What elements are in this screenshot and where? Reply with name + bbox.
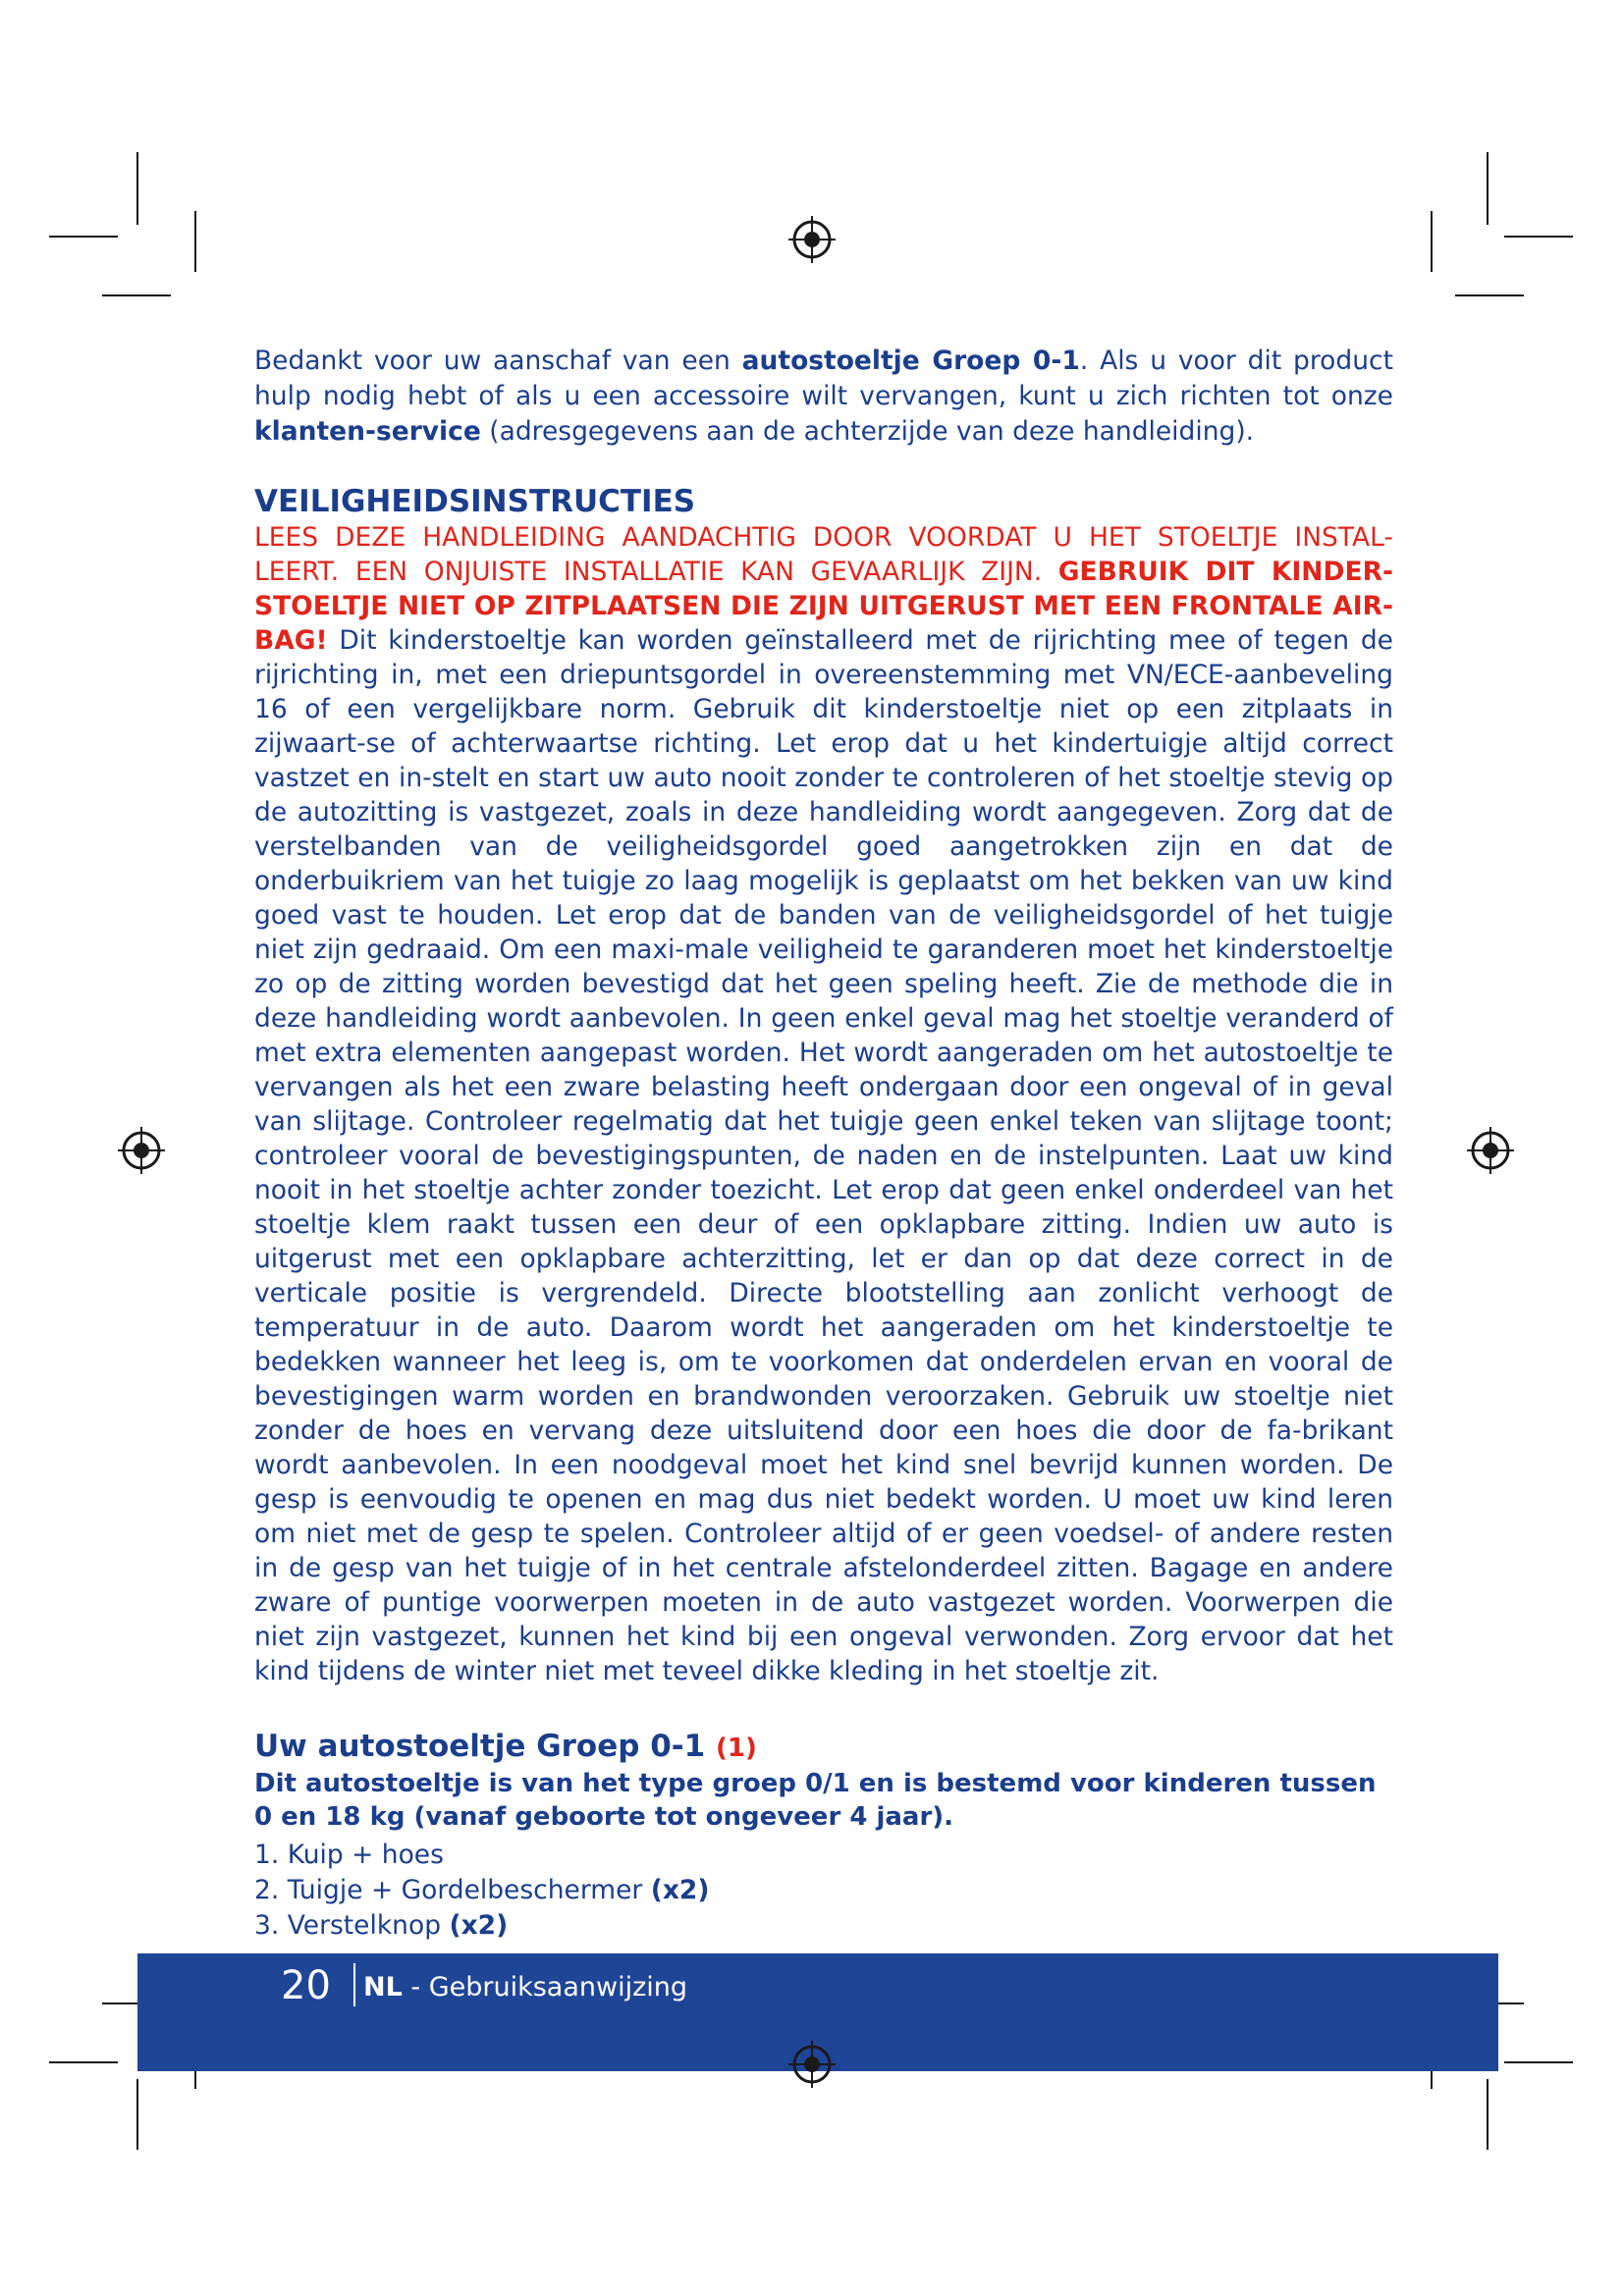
- registration-mark-icon: [116, 1125, 167, 1176]
- crop-mark: [1431, 211, 1433, 272]
- product-description: Dit autostoeltje is van het type groep 0/1 en is bestemd voor kinderen tussen 0 en 18 kg (vanaf geboorte tot ongeveer 4 jaar).: [254, 1769, 1377, 1832]
- intro-paragraph: Bedankt voor uw aanschaf van een autostoeltje Groep 0-1. Als u voor dit product hulp nodig hebt of als u een accessoire wilt vervangen, kunt u zich richten tot onze klanten-service (adresgegevens aan de achterzijde van deze handleiding).: [254, 346, 1393, 447]
- safety-body: Dit kinderstoeltje kan worden geïnstalleerd met de rijrichting mee of tegen de rijrichting in, met een driepuntsgordel in overeenstemming met VN/ECE-aanbeveling 16 of een vergelijkbare norm. Gebruik dit kinderstoeltje niet op een zitplaats in zijwaart-se of achterwaartse richting. Let erop dat u het kindertuigje altijd correct vastzet en in-stelt en start uw auto nooit zonder te controleren of het stoeltje stevig op de autozitting is vastgezet, zoals in deze handleiding wordt aangegeven. Zorg dat de verstelbanden van de veiligheidsgordel goed aangetrokken zijn en dat de onderbuikriem van het tuigje zo laag mogelijk is geplaatst om het bekken van uw kind goed vast te houden. Let erop dat de banden van de veiligheidsgordel of het tuigje niet zijn gedraaid. Om een maxi-male veiligheid te garanderen moet het kinderstoeltje zo op de zitting worden bevestigd dat het geen speling heeft. Zie de methode die in deze handleiding wordt aanbevolen. In geen enkel geval mag het stoeltje veranderd of met extra elementen aangepast worden. Het wordt aangeraden om het autostoeltje te vervangen als het een zware belasting heeft ondergaan door een ongeval of in geval van slijtage. Controleer regelmatig dat het tuigje geen enkel teken van slijtage toont; controleer vooral de bevestigingspunten, de naden en de instelpunten. Laat uw kind nooit in het stoeltje achter zonder toezicht. Let erop dat geen enkel onderdeel van het stoeltje klem raakt tussen een deur of een opklapbare zitting. Indien uw auto is uitgerust met een opklapbare achterzitting, let er dan op dat deze correct in de verticale positie is vergrendeld. Directe blootstelling aan zonlicht verhoogt de temperatuur in de auto. Daarom wordt het aangeraden om het kinderstoeltje te bedekken wanneer het leeg is, om te voorkomen dat onderdelen ervan en vooral de bevestigingen warm worden en brandwonden veroorzaken. Gebruik uw stoeltje niet zonder de hoes en vervang deze uitsluitend door een hoes die door de fa-brikant wordt aanbevolen. In een noodgeval moet het kind snel bevrijd kunnen worden. De gesp is eenvoudig te openen en mag dus niet bedekt worden. U moet uw kind leren om niet met de gesp te spelen. Controleer altijd of er geen voedsel- of andere resten in de gesp van het tuigje of in het centrale afstelonderdeel zitten. Bagage en andere zware of puntige voorwerpen moeten in de auto vastgezet worden. Voorwerpen die niet zijn vastgezet, kunnen het kind bij een ongeval verwonden. Zorg ervoor dat het kind tijdens de winter niet met teveel dikke kleding in het stoeltje zit.: [254, 625, 1393, 1686]
- safety-heading: VEILIGHEIDSINSTRUCTIES: [254, 484, 696, 519]
- product-heading: Uw autostoeltje Groep 0-1 (1): [254, 1729, 757, 1764]
- registration-mark-icon: [786, 214, 838, 265]
- crop-mark: [1455, 294, 1524, 296]
- airbag-warning: GEBRUIK DIT KINDER-STOELTJE NIET OP ZITPLAATSEN DIE ZIJN UITGERUST MET EEN FRONTALE AIR-BAG!: [254, 557, 1393, 656]
- footer-label: NL - Gebruiksaanwijzing: [363, 1972, 688, 2002]
- warning-uppercase: LEES DEZE HANDLEIDING AANDACHTIG DOOR VOORDAT U HET STOELTJE INSTAL-LEERT. EEN ONJUISTE INSTALLATIE KAN GEVAARLIJK ZIJN.: [254, 522, 1393, 587]
- page-content: [254, 344, 1393, 1944]
- crop-mark: [1504, 2061, 1573, 2063]
- crop-mark: [49, 2061, 118, 2063]
- crop-mark: [49, 236, 118, 238]
- registration-mark-icon: [1465, 1125, 1516, 1176]
- figure-reference: (1): [716, 1734, 757, 1763]
- crop-mark: [136, 152, 138, 225]
- footer-divider: [353, 1963, 355, 2006]
- crop-mark: [1487, 152, 1489, 225]
- page-number: 20: [281, 1963, 331, 2008]
- crop-mark: [136, 2079, 138, 2150]
- parts-list: [254, 1838, 1393, 1944]
- list-item: 1. Kuip + hoes: [254, 1840, 444, 1870]
- safety-instructions: [254, 520, 1393, 1688]
- list-item: 2. Tuigje + Gordelbeschermer (x2): [254, 1875, 710, 1905]
- crop-mark: [1487, 2079, 1489, 2150]
- crop-mark: [194, 211, 196, 272]
- crop-mark: [102, 294, 171, 296]
- crop-mark: [1504, 236, 1573, 238]
- list-item: 3. Verstelknop (x2): [254, 1910, 509, 1941]
- registration-mark-icon: [786, 2039, 838, 2090]
